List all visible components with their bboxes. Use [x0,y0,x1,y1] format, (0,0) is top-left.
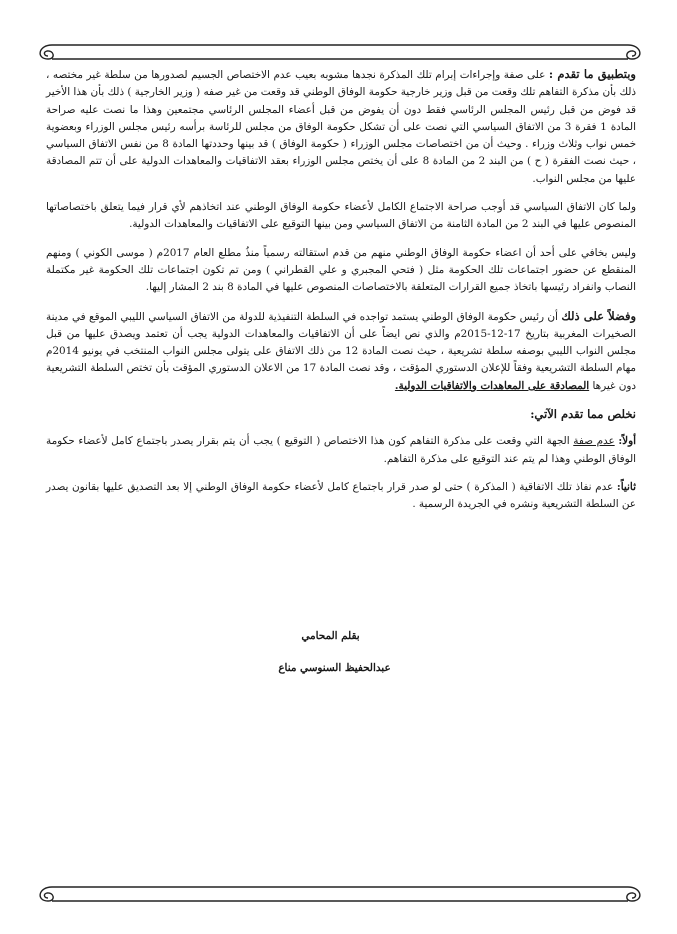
document-body [46,66,636,525]
paragraph-moreover [46,308,636,395]
paragraph-applying [46,66,636,188]
item-text: الجهة التي وقعت على مذكرة التفاهم كون هذا الاختصاص ( التوقيع ) يجب أن يتم بقرار يصدر باجتماع كامل لأعضاء حكومة الوفاق الوطني وهذا لم يتم عند التوقيع على مذكرة التفاهم. [46,435,636,465]
conclusion-item-second [46,479,636,514]
decorative-scroll-border-bottom [34,882,646,906]
paragraph-lead: وفضلاً على ذلك [561,308,636,323]
conclusion-heading: نخلص مما تقدم الآتي: [530,407,636,422]
paragraph-emphasis: المصادقة على المعاهدات والاتفاقيات الدولية. [394,379,590,392]
paragraph-text: أن رئيس حكومة الوفاق الوطني يستمد تواجده في السلطة التنفيذية للدولة من الاتفاق السياسي الليبي الموقع في مدينة الصخيرات المغربية بتاريخ 17-12-2015م والذي نص ايضاً على أن الاتفاقيات والمعاهدات الدولية يجب أن تعتمد ويصدق عليها من قبل مجلس النواب الليبي بوصفه سلطة تشريعية ، حيث نصت المادة 12 من ذلك الاتفاق على يتولى مجلس النواب المنتخب في يونيو 2014م مهام السلطة التشريعية وفقاً للإعلان الدستوري المؤقت ، وقد نصت المادة 17 من الاعلان الدستوري المؤقت بأن تختص السلطة التشريعية دون غيرها [46,310,637,392]
paragraph-lead: وبتطبيق ما تقدم : [548,67,636,81]
item-label: ثانياً: [616,480,636,493]
paragraph-members: وليس بخافي على أحد أن اعضاء حكومة الوفاق الوطني منهم من قدم استقالته رسمياً منذُ مطلع العام 2017م ( موسى الكوني ) ومنهم المنقطع عن حضور اجتماعات تلك الحكومة مثل ( فتحي المجبري و علي القطراني ) ومن تم تكون اجتماعات تلك الحكومة غير مكتملة النصاب وانفراد رئيسها باتخاذ جميع القرارات المتعلقة بالاختصاصات المنصوص عليها في المادة 8 بند 2 المشار إليها. [46,246,636,294]
item-label: أولاً: [618,435,636,448]
signature-title: بقلم المحامي [301,630,360,642]
paragraph-agreement: ولما كان الاتفاق السياسي قد أوجب صراحة الاجتماع الكامل لأعضاء حكومة الوفاق الوطني عند اتخاذهم لأي قرار فيما يتعلق باختصاصاتها المنصوص عليها في البند 2 من المادة الثامنة من الاتفاق السياسي ومن بينها التوقيع على الاتفاقيات والمعاهدات الدولية. [46,201,636,231]
signature-name: عبدالحفيظ السنوسي مناع [278,662,391,674]
item-text: عدم نفاذ تلك الاتفاقية ( المذكرة ) حتى لو صدر قرار باجتماع كامل لأعضاء حكومة الوفاق الوطني إلا بعد التصديق عليها بقانون يصدر عن السلطة التشريعية ونشره في الجريدة الرسمية . [46,480,636,511]
conclusion-item-first [46,433,636,468]
item-underlined: عدم صفة [573,435,615,448]
decorative-scroll-border-top [34,40,646,64]
paragraph-text: على صفة وإجراءات إبرام تلك المذكرة نجدها مشوبه بعيب عدم الاختصاص الجسيم لصدورها من سلطة غير مختصه ، ذلك بأن مذكرة التفاهم تلك وقعت من قبل وزير خارجية حكومة الوفاق الوطني قد وقعت من غير صفه ( وزير الخارجية ) ذلك بأن هذا الأخير قد فوض من قبل رئيس المجلس الرئاسي فقط دون أن يفوض من قبل أعضاء المجلس الرئاسي مجتمعين وهذا ما نصت عليه صراحة المادة 1 فقرة 3 من الاتفاق السياسي التي نصت على أن تشكل حكومة الوفاق من مجلس للرئاسة برأسه رئيس مجلس الوزراء وبعضوية خمس نواب وثلاث وزراء . وحيث أن من اختصاصات مجلس الوزراء ( حكومة الوفاق ) قد بينها وحددتها المادة 8 من نفس الاتفاق السياسي ، حيث نصت الفقرة ( ح ) من البند 2 من المادة 8 على أن يختص مجلس الوزراء بعقد الاتفاقيات والمعاهدات الدولية على أن تتم المصادقة عليها من مجلس النواب. [46,69,637,185]
